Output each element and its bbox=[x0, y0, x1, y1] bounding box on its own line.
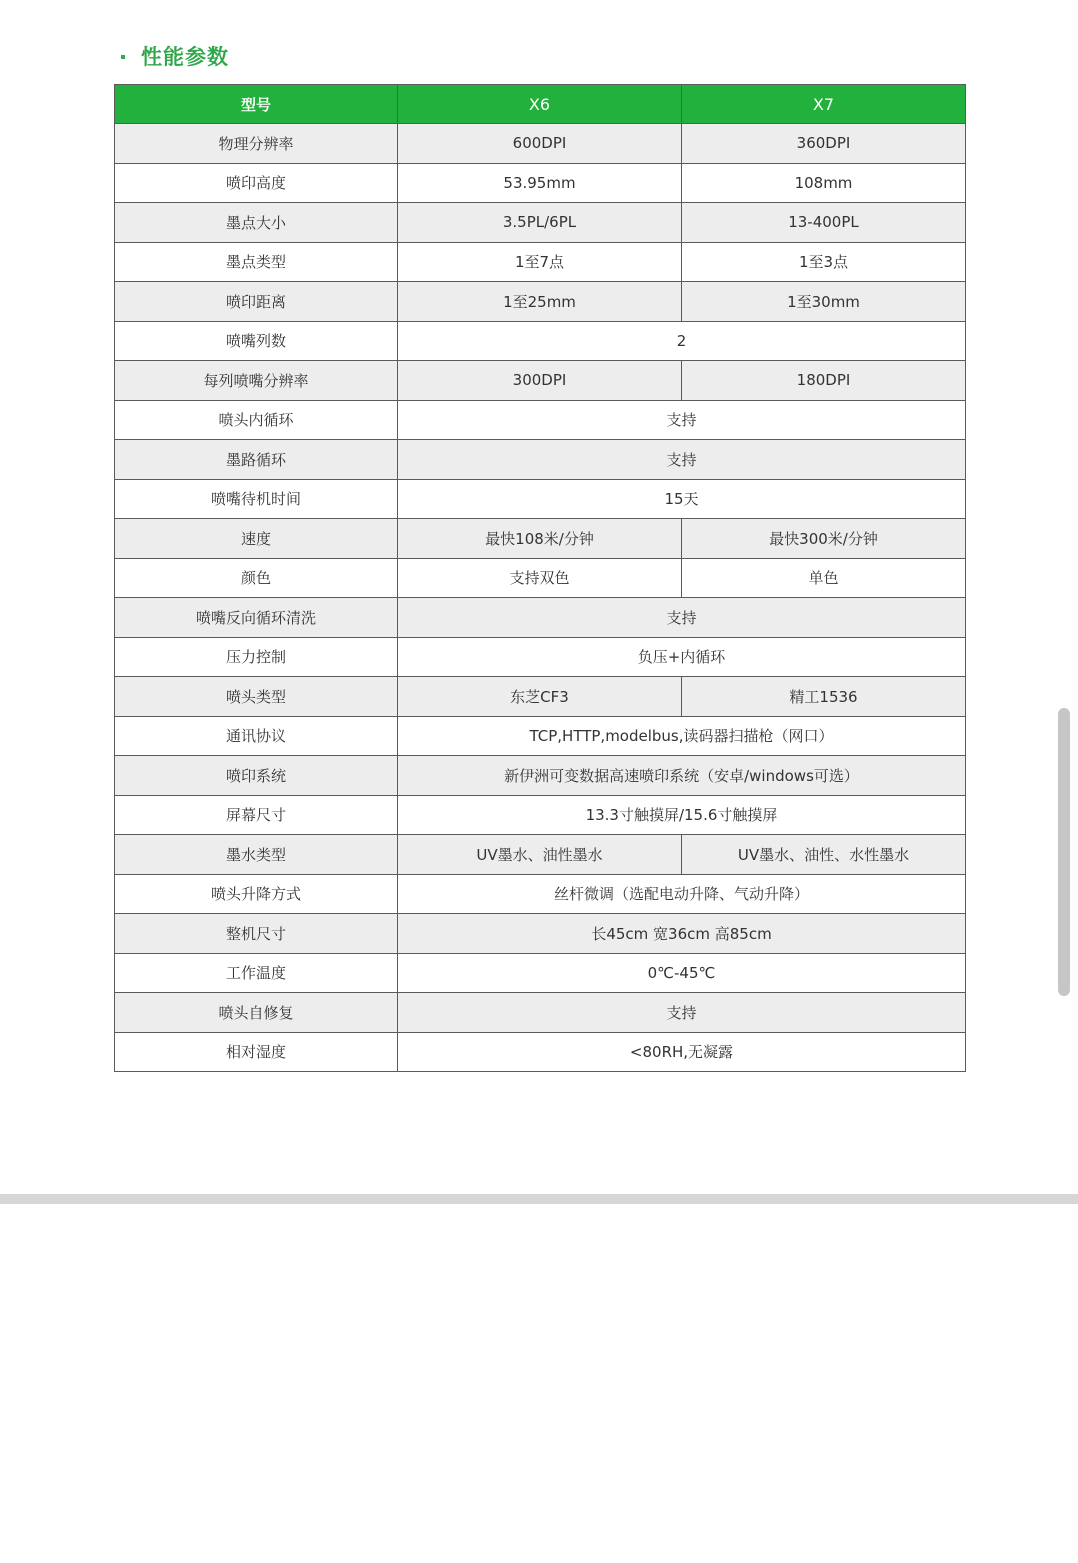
table-row bbox=[115, 163, 966, 203]
row-x7-value-cell: 1至30mm bbox=[682, 282, 966, 322]
row-x7-value-cell: 108mm bbox=[682, 163, 966, 203]
table-row bbox=[115, 953, 966, 993]
row-shared-value-cell: 2 bbox=[398, 321, 966, 361]
spec-table-header bbox=[115, 85, 966, 124]
table-row bbox=[115, 203, 966, 243]
row-label-cell: 每列喷嘴分辨率 bbox=[115, 361, 398, 401]
row-shared-value-cell: 支持 bbox=[398, 993, 966, 1033]
row-x7-value-cell: 单色 bbox=[682, 558, 966, 598]
row-x6-value-cell: 53.95mm bbox=[398, 163, 682, 203]
row-label-cell: 喷印高度 bbox=[115, 163, 398, 203]
row-x7-value-cell: 360DPI bbox=[682, 124, 966, 164]
header-x7: X7 bbox=[682, 85, 966, 124]
row-x6-value-cell: 1至7点 bbox=[398, 242, 682, 282]
row-x7-value-cell: 最快300米/分钟 bbox=[682, 519, 966, 559]
row-label-cell: 墨点大小 bbox=[115, 203, 398, 243]
spec-table bbox=[114, 84, 966, 1072]
row-label-cell: 速度 bbox=[115, 519, 398, 559]
row-x7-value-cell: 1至3点 bbox=[682, 242, 966, 282]
row-label-cell: 喷头类型 bbox=[115, 677, 398, 717]
row-shared-value-cell: 支持 bbox=[398, 598, 966, 638]
table-row bbox=[115, 124, 966, 164]
table-row bbox=[115, 756, 966, 796]
section-divider bbox=[0, 1194, 1078, 1204]
row-shared-value-cell: 0℃-45℃ bbox=[398, 953, 966, 993]
row-shared-value-cell: 新伊洲可变数据高速喷印系统（安卓/windows可选） bbox=[398, 756, 966, 796]
row-label-cell: 相对湿度 bbox=[115, 1032, 398, 1072]
table-row bbox=[115, 321, 966, 361]
row-label-cell: 喷印距离 bbox=[115, 282, 398, 322]
row-shared-value-cell: 负压+内循环 bbox=[398, 637, 966, 677]
row-shared-value-cell: <80RH,无凝露 bbox=[398, 1032, 966, 1072]
table-row bbox=[115, 716, 966, 756]
row-x6-value-cell: 最快108米/分钟 bbox=[398, 519, 682, 559]
header-row bbox=[115, 85, 966, 124]
row-x7-value-cell: 13-400PL bbox=[682, 203, 966, 243]
table-row bbox=[115, 598, 966, 638]
row-x7-value-cell: 180DPI bbox=[682, 361, 966, 401]
row-label-cell: 喷印系统 bbox=[115, 756, 398, 796]
row-label-cell: 整机尺寸 bbox=[115, 914, 398, 954]
row-label-cell: 喷头升降方式 bbox=[115, 874, 398, 914]
row-label-cell: 喷嘴待机时间 bbox=[115, 479, 398, 519]
row-label-cell: 屏幕尺寸 bbox=[115, 795, 398, 835]
table-row bbox=[115, 677, 966, 717]
row-label-cell: 墨点类型 bbox=[115, 242, 398, 282]
row-x6-value-cell: 支持双色 bbox=[398, 558, 682, 598]
row-x7-value-cell: UV墨水、油性、水性墨水 bbox=[682, 835, 966, 875]
row-shared-value-cell: TCP,HTTP,modelbus,读码器扫描枪（网口） bbox=[398, 716, 966, 756]
header-x6: X6 bbox=[398, 85, 682, 124]
row-x6-value-cell: 300DPI bbox=[398, 361, 682, 401]
table-row bbox=[115, 479, 966, 519]
row-x6-value-cell: 东芝CF3 bbox=[398, 677, 682, 717]
row-label-cell: 工作温度 bbox=[115, 953, 398, 993]
table-row bbox=[115, 1032, 966, 1072]
row-x6-value-cell: 3.5PL/6PL bbox=[398, 203, 682, 243]
row-label-cell: 通讯协议 bbox=[115, 716, 398, 756]
row-shared-value-cell: 支持 bbox=[398, 400, 966, 440]
row-label-cell: 压力控制 bbox=[115, 637, 398, 677]
table-row bbox=[115, 795, 966, 835]
table-row bbox=[115, 242, 966, 282]
row-x6-value-cell: 1至25mm bbox=[398, 282, 682, 322]
bullet-icon bbox=[121, 55, 125, 59]
table-row bbox=[115, 519, 966, 559]
table-row bbox=[115, 993, 966, 1033]
row-x7-value-cell: 精工1536 bbox=[682, 677, 966, 717]
table-row bbox=[115, 400, 966, 440]
row-label-cell: 颜色 bbox=[115, 558, 398, 598]
row-label-cell: 墨水类型 bbox=[115, 835, 398, 875]
row-label-cell: 喷头内循环 bbox=[115, 400, 398, 440]
table-row bbox=[115, 440, 966, 480]
section-header bbox=[121, 40, 229, 72]
section-title: 性能参数 bbox=[141, 45, 229, 69]
row-label-cell: 喷头自修复 bbox=[115, 993, 398, 1033]
row-x6-value-cell: 600DPI bbox=[398, 124, 682, 164]
row-shared-value-cell: 长45cm 宽36cm 高85cm bbox=[398, 914, 966, 954]
row-label-cell: 墨路循环 bbox=[115, 440, 398, 480]
table-row bbox=[115, 914, 966, 954]
table-row bbox=[115, 637, 966, 677]
scrollbar-thumb[interactable] bbox=[1058, 708, 1070, 996]
header-model: 型号 bbox=[115, 85, 398, 124]
row-label-cell: 喷嘴列数 bbox=[115, 321, 398, 361]
table-row bbox=[115, 361, 966, 401]
row-shared-value-cell: 支持 bbox=[398, 440, 966, 480]
row-shared-value-cell: 丝杆微调（选配电动升降、气动升降） bbox=[398, 874, 966, 914]
row-label-cell: 喷嘴反向循环清洗 bbox=[115, 598, 398, 638]
table-row bbox=[115, 558, 966, 598]
row-x6-value-cell: UV墨水、油性墨水 bbox=[398, 835, 682, 875]
table-row bbox=[115, 282, 966, 322]
row-shared-value-cell: 15天 bbox=[398, 479, 966, 519]
row-label-cell: 物理分辨率 bbox=[115, 124, 398, 164]
table-row bbox=[115, 874, 966, 914]
table-row bbox=[115, 835, 966, 875]
row-shared-value-cell: 13.3寸触摸屏/15.6寸触摸屏 bbox=[398, 795, 966, 835]
spec-table-body bbox=[115, 124, 966, 1072]
